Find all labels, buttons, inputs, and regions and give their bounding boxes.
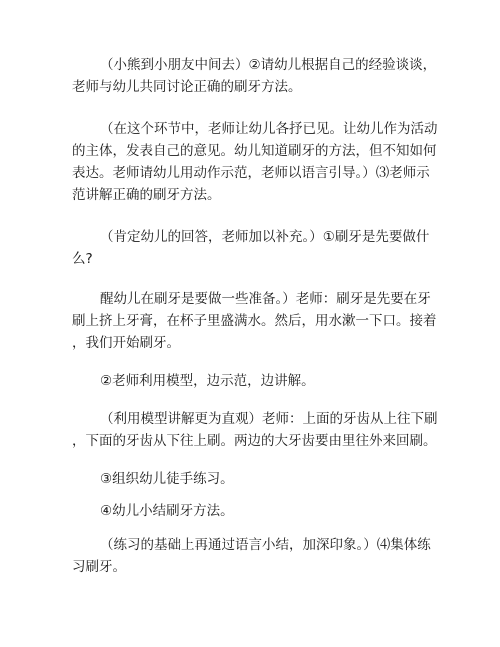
text-line: （小熊到小朋友中间去）②请幼儿根据自己的经验谈谈，	[100, 57, 437, 73]
text-line: ④幼儿小结刷牙方法。	[100, 503, 234, 519]
paragraph-3	[72, 226, 432, 270]
text-line: 老师与幼儿共同讨论正确的刷牙方法。	[72, 79, 302, 95]
paragraph-1	[72, 54, 437, 98]
text-line: （利用模型讲解更为直观）老师：上面的牙齿从上往下刷	[100, 411, 438, 427]
text-line: 范讲解正确的刷牙方法。	[72, 187, 221, 203]
paragraph-4	[72, 288, 437, 354]
text-line: 醒幼儿在刷牙是要做一些准备。）老师：刷牙是先要在牙	[100, 291, 431, 307]
text-line: 习刷牙。	[72, 559, 126, 575]
paragraph-6	[72, 408, 438, 452]
text-line: 的主体，发表自己的意见。幼儿知道刷牙的方法，但不知如何	[72, 143, 437, 159]
text-line: ③组织幼儿徒手练习。	[100, 471, 234, 487]
text-line: 刷上挤上牙膏，在杯子里盛满水。然后，用水漱一下口。接着	[72, 313, 437, 329]
text-line: （肯定幼儿的回答，老师加以补充。）①刷牙是先要做什	[100, 229, 430, 245]
paragraph-7	[72, 468, 432, 490]
text-line: （在这个环节中，老师让幼儿各抒已见。让幼儿作为活动	[100, 121, 438, 137]
paragraph-9	[72, 534, 432, 578]
text-line: 表达。老师请幼儿用动作示范，老师以语言引导。）⑶老师示	[72, 165, 430, 181]
text-line: ②老师利用模型，边示范，边讲解。	[100, 373, 315, 389]
text-line: ，下面的牙齿从下往上刷。两边的大牙齿要由里往外来回刷。	[72, 433, 437, 449]
paragraph-2	[72, 118, 438, 206]
text-line: 么?	[72, 251, 93, 267]
text-line: ，我们开始刷牙。	[72, 335, 180, 351]
text-line: （练习的基础上再通过语言小结，加深印象。）⑷集体练	[100, 537, 431, 553]
paragraph-5	[72, 370, 432, 392]
paragraph-8	[72, 500, 432, 522]
